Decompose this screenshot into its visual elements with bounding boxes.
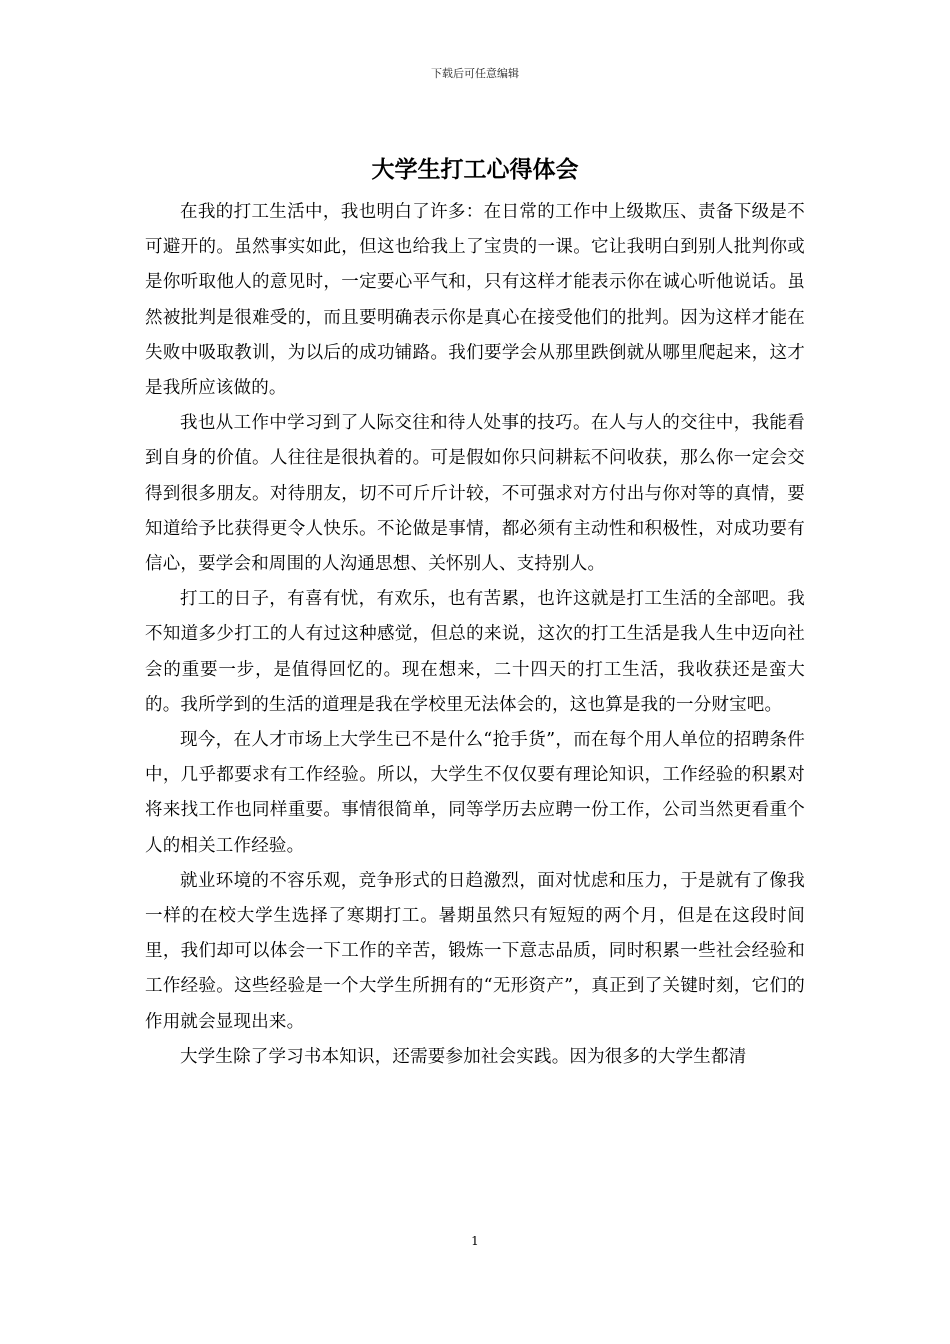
page-number: 1 [471, 1234, 479, 1248]
paragraph-2: 我也从工作中学习到了人际交往和待人处事的技巧。在人与人的交往中，我能看到自身的价值。人往往是很执着的。可是假如你只问耕耘不问收获，那么你一定会交得到很多朋友。对待朋友，切不可斤斤计较，不可强求对方付出与你对等的真情，要知道给予比获得更令人快乐。不论做是事情，都必须有主动性和积极性，对成功要有信心，要学会和周围的人沟通思想、关怀别人、支持别人。 [145, 413, 805, 575]
paragraph-5: 就业环境的不容乐观，竞争形式的日趋激烈，面对忧虑和压力，于是就有了像我一样的在校大学生选择了寒期打工。暑期虽然只有短短的两个月，但是在这段时间里，我们却可以体会一下工作的辛苦，锻炼一下意志品质，同时积累一些社会经验和工作经验。这些经验是一个大学生所拥有的“无形资产”，真正到了关键时刻，它们的作用就会显现出来。 [145, 870, 805, 1032]
paragraph-4: 现今，在人才市场上大学生已不是什么“抢手货”，而在每个用人单位的招聘条件中，几乎都要求有工作经验。所以，大学生不仅仅要有理论知识，工作经验的积累对将来找工作也同样重要。事情很简单，同等学历去应聘一份工作，公司当然更看重个人的相关工作经验。 [145, 730, 805, 856]
paragraph-3: 打工的日子，有喜有忧，有欢乐，也有苦累，也许这就是打工生活的全部吧。我不知道多少打工的人有过这种感觉，但总的来说，这次的打工生活是我人生中迈向社会的重要一步，是值得回忆的。现在想来，二十四天的打工生活，我收获还是蛮大的。我所学到的生活的道理是我在学校里无法体会的，这也算是我的一分财宝吧。 [145, 589, 805, 715]
document-body [145, 195, 805, 1075]
paragraph-1: 在我的打工生活中，我也明白了许多：在日常的工作中上级欺压、责备下级是不可避开的。虽然事实如此，但这也给我上了宝贵的一课。它让我明白到别人批判你或是你听取他人的意见时，一定要心平气和，只有这样才能表示你在诚心听他说话。虽然被批判是很难受的，而且要明确表示你是真心在接受他们的批判。因为这样才能在失败中吸取教训，为以后的成功铺路。我们要学会从那里跌倒就从哪里爬起来，这才是我所应该做的。 [145, 202, 805, 399]
header-note: 下载后可任意编辑 [431, 67, 519, 80]
document-title: 大学生打工心得体会 [371, 157, 579, 183]
paragraph-6: 大学生除了学习书本知识，还需要参加社会实践。因为很多的大学生都清 [180, 1046, 747, 1067]
